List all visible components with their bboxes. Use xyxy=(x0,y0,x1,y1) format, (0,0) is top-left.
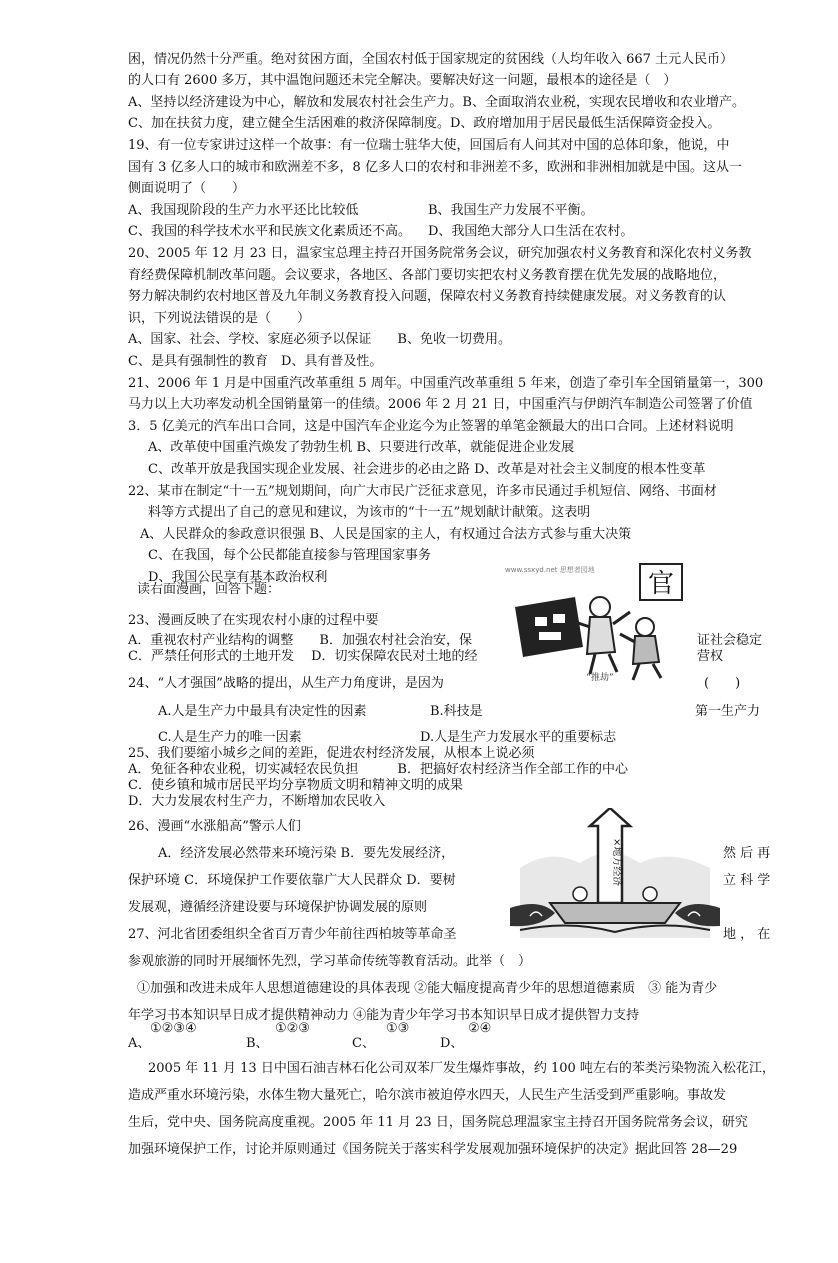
option-c: C.人是生产力的唯一因素 xyxy=(158,730,302,745)
text-line: 育经费保障机制改革问题。会议要求，各地区、各部门要切实把农村义务教育摆在优先发展的战略地位， xyxy=(128,268,727,283)
option-a: A.人是生产力中最具有决定性的因素 xyxy=(158,704,367,719)
text-line: 困，情况仍然十分严重。绝对贫困方面，全国农村低于国家规定的贫困线（人均年收入 667 土元人民币） xyxy=(128,52,734,67)
text-line: 参观旅游的同时开展缅怀先烈，学习革命传统等教育活动。此举（ ） xyxy=(128,954,532,969)
option-line: C．严禁任何形式的土地开发 D．切实保障农民对土地的经 xyxy=(128,649,478,664)
text-line: 侧面说明了（ ） xyxy=(128,181,246,196)
cartoon-illustration-land xyxy=(505,562,695,684)
choice-b-value: ①②③ xyxy=(275,1021,310,1036)
text-line: 国有 3 亿多人口的城市和欧洲差不多，8 亿多人口的农村和非洲差不多，欧洲和非洲相加就是中国。这从一 xyxy=(128,160,742,175)
comic-lead: 读右面漫画，回答下题： xyxy=(137,582,281,597)
question-25: 25、我们要缩小城乡之间的差距，促进农村经济发展，从根本上说必须 xyxy=(128,746,535,761)
option-c: C、在我国，每个公民都能直接参与管理国家事务 xyxy=(148,548,431,563)
option-d: D．大力发展农村生产力，不断增加农民收入 xyxy=(128,794,386,809)
statement-line: ①加强和改进未成年人思想道德建设的具体表现 ②能大幅度提高青少年的思想道德素质 ③ 能为青少 xyxy=(137,981,718,996)
option-line: C、加在扶贫力度，建立健全生活困难的救济保障制度。D、政府增加用于居民最低生活保障资金投入。 xyxy=(128,116,721,131)
option-c: C、我国的科学技术水平和民族文化素质还不高。 xyxy=(128,224,411,239)
text-line: 3．5 亿美元的汽车出口合同，这是中国汽车企业迄今为止签署的单笔金额最大的出口合同。上述材料说明 xyxy=(128,419,734,434)
choice-b-label: B、 xyxy=(246,1036,269,1051)
option-b-end: 第一生产力 xyxy=(695,704,761,719)
choice-c-value: ①③ xyxy=(386,1021,410,1036)
option-line-end: 证社会稳定 xyxy=(697,633,763,648)
statement-line: 年学习书本知识早日成才提供精神动力 ④能为青少年学习书本知识早日成才提供智力支持 xyxy=(128,1008,640,1023)
text-line: 的人口有 2600 多万，其中温饱问题还未完全解决。要解决好这一问题，最根本的途径是（ ） xyxy=(128,73,677,88)
text-line: 识，下列说法错误的是（ ） xyxy=(128,311,311,326)
question-24: 24、“人才强国”战略的提出，从生产力角度讲，是因为 xyxy=(128,676,444,691)
choice-a-label: A、 xyxy=(128,1036,151,1051)
option-line: A．经济发展必然带来环境污染 B．要先发展经济， xyxy=(158,846,455,861)
question-27: 27、河北省团委组织全省百万青少年前往西柏坡等革命圣 xyxy=(128,927,457,942)
choice-a-value: ①②③④ xyxy=(150,1021,197,1036)
option-line: 保护环境 C．环境保护工作要依靠广大人民群众 D．要树 xyxy=(128,873,456,888)
material-paragraph: 造成严重水环境污染，水体生物大量死亡，哈尔滨市被迫停水四天，人民生产生活受到严重影响。事故发 xyxy=(128,1088,727,1103)
option-b: B、我国生产力发展不平衡。 xyxy=(428,203,594,218)
option-line: A．重视农村产业结构的调整 B．加强农村社会治安，保 xyxy=(128,633,472,648)
material-paragraph: 生后，党中央、国务院高度重视。2005 年 11 月 23 日，国务院总理温家宝主持召开国务院常务会议，研究 xyxy=(128,1115,748,1130)
option-line-end: 营权 xyxy=(697,649,724,664)
question-26: 26、漫画“水涨船高”警示人们 xyxy=(128,819,301,834)
text-line: 努力解决制约农村地区普及九年制义务教育投入问题，保障农村义务教育持续健康发展。对义务教育的认 xyxy=(128,289,727,304)
question-19: 19、有一位专家讲过这样一个故事：有一位瑞士驻华大使，回国后有人问其对中国的总体印象，他说，中 xyxy=(128,138,730,153)
option-line-end: 然 后 再 xyxy=(723,846,771,861)
option-line: A．免征各种农业税，切实减轻农民负担 B．把搞好农村经济当作全部工作的中心 xyxy=(128,762,628,777)
answer-bracket: ( ) xyxy=(704,676,741,691)
choice-c-label: C、 xyxy=(352,1036,375,1051)
option-a: A、我国现阶段的生产力水平还比比较低 xyxy=(128,203,359,218)
option-line: A、国家、社会、学校、家庭必须予以保证 B、免收一切费用。 xyxy=(128,332,511,347)
cartoon-illustration-boat xyxy=(510,808,720,938)
material-paragraph: 加强环境保护工作，讨论并原则通过《国务院关于落实科学发展观加强环境保护的决定》据此回答 28—29 xyxy=(128,1142,738,1157)
option-d: D.人是生产力发展水平的重要标志 xyxy=(420,730,617,745)
option-line: 发展观，遵循经济建设要与环境保护协调发展的原则 xyxy=(128,900,428,915)
question-20: 20、2005 年 12 月 23 日，温家宝总理主持召开国务院常务会议，研究加强农村义务教育和深化农村义务教 xyxy=(128,246,752,261)
option-c: C．使乡镇和城市居民平均分享物质文明和精神文明的成果 xyxy=(128,778,463,793)
option-line: C、改革开放是我国实现企业发展、社会进步的必由之路 D、改革是对社会主义制度的根本性变革 xyxy=(148,462,706,477)
text-line: 料等方式提出了自己的意见和建议，为该市的“十一五”规划献计献策。这表明 xyxy=(148,505,591,520)
question-23: 23、漫画反映了在实现农村小康的过程中要 xyxy=(128,613,379,628)
question-22: 22、某市在制定“十一五”规划期间，向广大市民广泛征求意见，许多市民通过手机短信、网络、书面材 xyxy=(128,484,717,499)
arrow-label: ×地方经济 xyxy=(611,838,622,887)
option-d: D、我国绝大部分人口生活在农村。 xyxy=(428,224,634,239)
sign-guan: 官 xyxy=(647,569,675,599)
choice-d-label: D、 xyxy=(440,1036,464,1051)
option-line: A、坚持以经济建设为中心，解放和发展农村社会生产力。B、全面取消农业税，实现农民增收和农业增产。 xyxy=(128,95,745,110)
watermark-text: www.ssxyd.net 思想者园地 xyxy=(505,566,595,574)
option-d: D、我国公民享有基本政治权利 xyxy=(148,570,328,585)
option-line-end: 立 科 学 xyxy=(723,873,771,888)
option-line: A、改革使中国重汽焕发了勃勃生机 B、只要进行改革，就能促进企业发展 xyxy=(148,440,575,455)
option-line: A、人民群众的参政意识很强 B、人民是国家的主人，有权通过合法方式参与重大决策 xyxy=(140,527,632,542)
cartoon-caption: “推劫” xyxy=(586,673,614,683)
choice-d-value: ②④ xyxy=(468,1021,492,1036)
option-line: C、是具有强制性的教育 D、具有普及性。 xyxy=(128,354,383,369)
question-21: 21、2006 年 1 月是中国重汽改革重组 5 周年。中国重汽改革重组 5 年来，创造了牵引车全国销量第一，300 xyxy=(128,376,764,391)
option-b: B.科技是 xyxy=(430,704,483,719)
material-paragraph: 2005 年 11 月 13 日中国石油吉林石化公司双苯厂发生爆炸事故，约 100 吨左右的苯类污染物流入松花江， xyxy=(148,1061,775,1076)
text-line: 马力以上大功率发动机全国销量第一的佳绩。2006 年 2 月 21 日，中国重汽与伊朗汽车制造公司签署了价值 xyxy=(128,397,753,412)
text-line-end: 地 ， 在 xyxy=(723,927,771,942)
